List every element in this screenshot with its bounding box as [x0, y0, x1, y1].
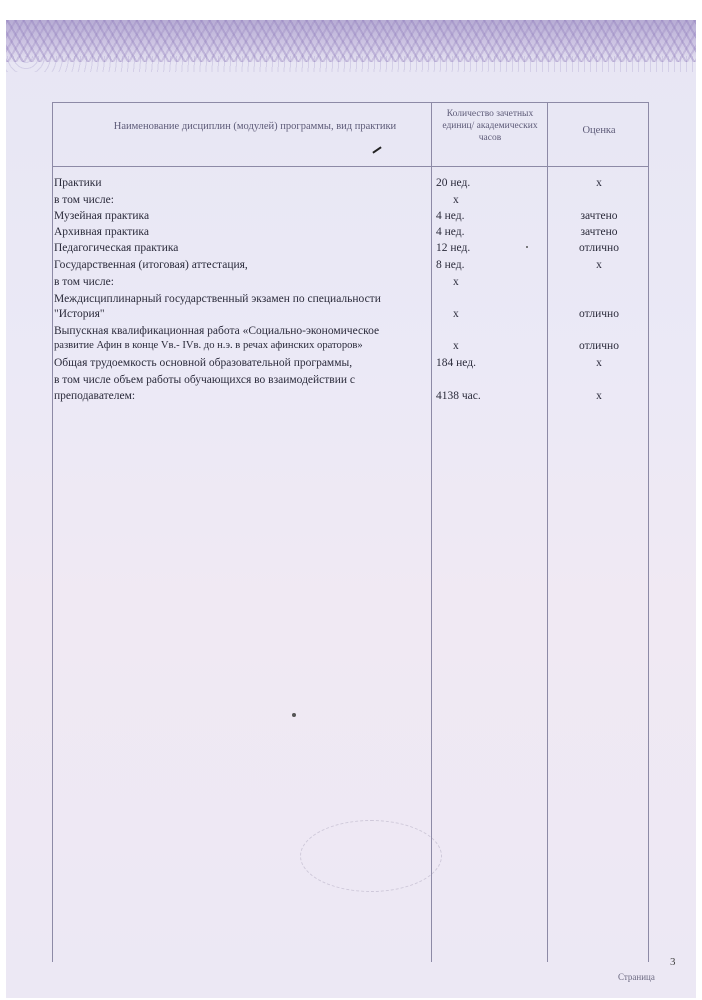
header-grade: Оценка	[582, 125, 616, 136]
table-left-border	[52, 102, 53, 962]
row-name: "История"	[54, 308, 105, 320]
row-grade: зачтено	[580, 210, 618, 222]
row-qty: x	[453, 308, 459, 320]
row-name: преподавателем:	[54, 390, 136, 402]
table-right-border	[648, 102, 649, 962]
page-number: 3	[670, 956, 676, 968]
row-name: в том числе:	[54, 194, 114, 206]
table-top-border	[52, 102, 648, 103]
row-name: Общая трудоемкость основной образовательной программы,	[54, 357, 353, 369]
table-column-divider-1	[431, 102, 432, 962]
row-name: Выпускная квалификационная работа «Социально-экономическое	[54, 325, 380, 337]
row-qty: 184 нед.	[436, 357, 476, 369]
row-grade: отлично	[579, 308, 619, 320]
row-name: в том числе:	[54, 276, 114, 288]
row-qty: x	[453, 340, 459, 352]
guilloche-pattern	[6, 56, 696, 72]
row-name: Государственная (итоговая) аттестация,	[54, 259, 248, 271]
faint-stamp-smudge	[300, 820, 442, 892]
header-discipline-name: Наименование дисциплин (модулей) программы, вид практики	[113, 121, 397, 132]
row-qty: 20 нед.	[436, 177, 471, 189]
row-name: развитие Афин в конце Vв.- IVв. до н.э. в речах афинских ораторов»	[54, 340, 363, 351]
table-header-divider	[52, 166, 648, 167]
row-qty: 8 нед.	[436, 259, 465, 271]
row-qty: 12 нед.	[436, 242, 471, 254]
row-grade: отлично	[579, 340, 619, 352]
row-grade: x	[596, 390, 602, 402]
row-grade: x	[596, 357, 602, 369]
header-credits-hours: Количество зачетных единиц/ академических часов	[442, 109, 538, 143]
row-grade: x	[596, 259, 602, 271]
row-name: Педагогическая практика	[54, 242, 179, 254]
row-grade: отлично	[579, 242, 619, 254]
row-name: Музейная практика	[54, 210, 150, 222]
row-grade: зачтено	[580, 226, 618, 238]
speck	[292, 713, 296, 717]
speck	[526, 246, 528, 248]
row-name: Междисциплинарный государственный экзамен по специальности	[54, 293, 381, 305]
row-grade: x	[596, 177, 602, 189]
row-qty: x	[453, 276, 459, 288]
row-qty: 4 нед.	[436, 210, 465, 222]
table-column-divider-2	[547, 102, 548, 962]
page-label: Страница	[618, 972, 655, 982]
row-qty: 4 нед.	[436, 226, 465, 238]
row-qty: x	[453, 194, 459, 206]
row-name: в том числе объем работы обучающихся во взаимодействии с	[54, 374, 356, 386]
row-name: Архивная практика	[54, 226, 149, 238]
row-qty: 4138 час.	[436, 390, 481, 402]
row-name: Практики	[54, 177, 102, 189]
